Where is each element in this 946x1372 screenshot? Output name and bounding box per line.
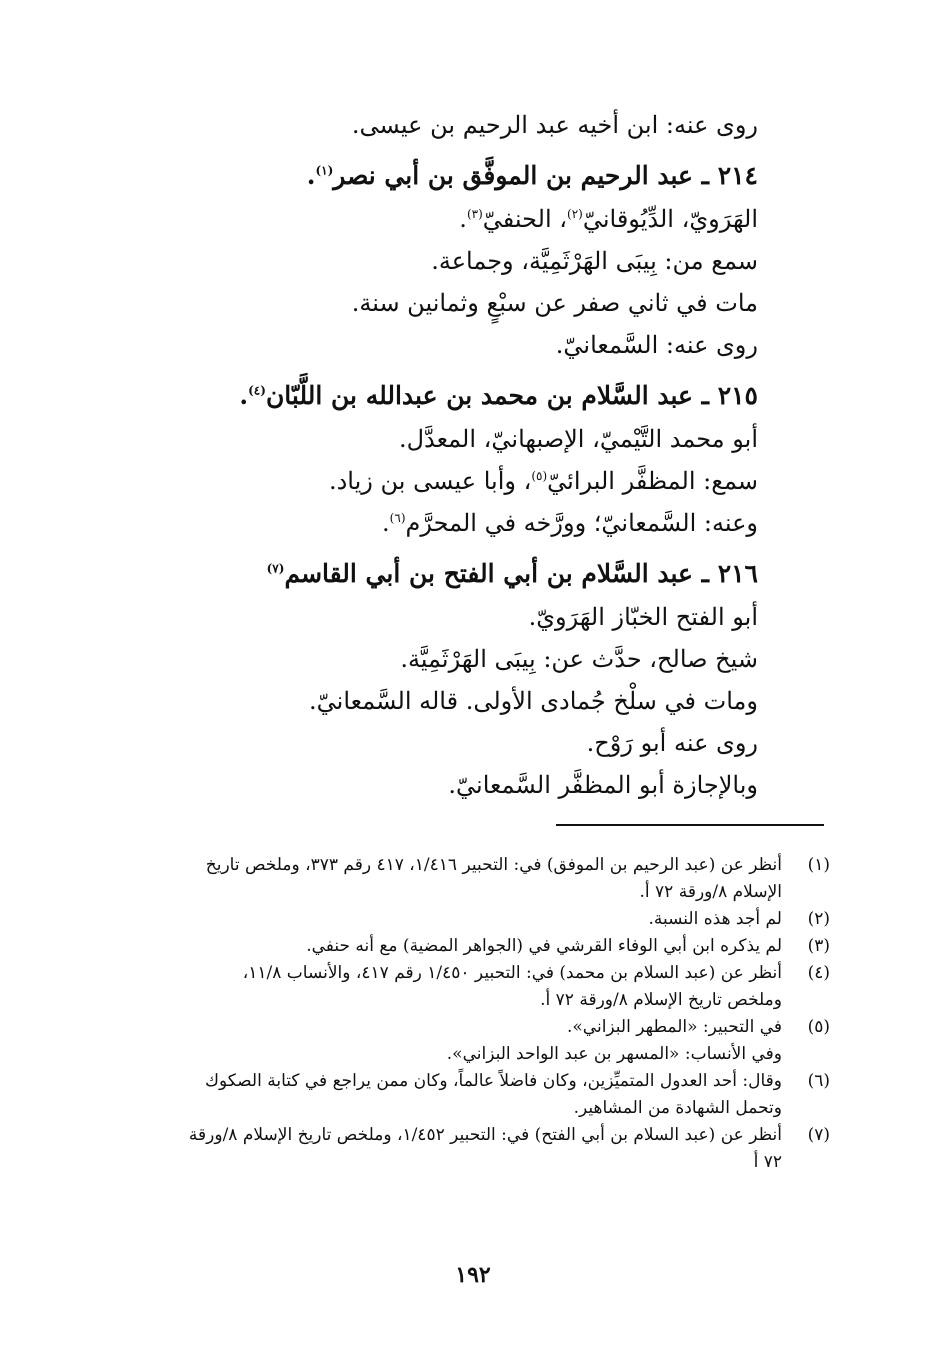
- footnote-text: الإسلام ٨/ورقة ٧٢ أ.: [639, 882, 782, 902]
- footnote-text: لم يذكره ابن أبي الوفاء القرشي في (الجواهر المضية) مع أنه حنفي.: [306, 936, 782, 956]
- text-line: وبالإجازة أبو المظفَّر السَّمعانيّ.: [448, 771, 758, 799]
- footnote-text: لم أجد هذه النسبة.: [648, 909, 782, 929]
- footnote-ref[interactable]: (٧): [266, 561, 285, 576]
- footnote: [100, 852, 830, 906]
- text-line: سمع: المظفَّر البرائيّ$^{(٥)}$، وأبا عيسى بن زياد.: [328, 467, 758, 495]
- entry-heading-216: ٢١٦ ـ عبد السَّلام بن أبي الفتح بن أبي القاسم$^{(٧)}$: [266, 559, 758, 588]
- footnote-divider: [556, 824, 824, 826]
- footnote-text: ٧٢ أ: [753, 1152, 782, 1172]
- footnote-text: أنظر عن (عبد السلام بن محمد) في: التحبير ١/٤٥٠ رقم ٤١٧، والأنساب ١١/٨،: [242, 963, 782, 983]
- footnote-text: وقال: أحد العدول المتميِّزين، وكان فاضلاً عالماً، وكان ممن يراجع في كتابة الصكوك: [205, 1071, 782, 1091]
- text-line: وعنه: السَّمعانيّ؛ وورَّخه في المحرَّم$^{(٦)}$.: [382, 509, 758, 537]
- footnote-text: في التحبير: «المطهر البزاني».: [566, 1017, 782, 1037]
- text-line: أبو الفتح الخبّاز الهَرَويّ.: [528, 603, 758, 631]
- footnote-ref[interactable]: (١): [315, 163, 334, 178]
- entry-heading-214: ٢١٤ ـ عبد الرحيم بن الموفَّق بن أبي نصر$^{(١)}$.: [306, 161, 758, 190]
- text-line: روى عنه: السَّمعانيّ.: [555, 331, 758, 359]
- footnote: [100, 906, 830, 933]
- footnote: [100, 960, 830, 1014]
- text-line: سمع من: بِيبَى الهَرْثَمِيَّة، وجماعة.: [431, 247, 758, 275]
- footnote-ref[interactable]: (٢): [567, 207, 583, 221]
- footnote-number: (٤): [807, 963, 830, 983]
- text-line: أبو محمد التَّيْميّ، الإصبهانيّ، المعدَّل.: [398, 425, 758, 453]
- footnote-number: (٢): [807, 909, 830, 929]
- footnote: [100, 933, 830, 960]
- footnote-text: أنظر عن (عبد السلام بن أبي الفتح) في: التحبير ١/٤٥٢، وملخص تاريخ الإسلام ٨/ورقة: [188, 1125, 782, 1145]
- text-line: مات في ثاني صفر عن سبْعٍ وثمانين سنة.: [351, 289, 758, 317]
- footnote: [100, 1122, 830, 1176]
- footnote-text: أنظر عن (عبد الرحيم بن الموفق) في: التحبير ١/٤١٦، ٤١٧ رقم ٣٧٣، وملخص تاريخ: [205, 855, 782, 875]
- text-line: شيخ صالح، حدَّث عن: بِيبَى الهَرْثَمِيَّة.: [400, 645, 758, 673]
- footnote: [100, 1014, 830, 1068]
- entry-heading-215: ٢١٥ ـ عبد السَّلام بن محمد بن عبدالله بن اللَّبّان$^{(٤)}$.: [239, 381, 758, 410]
- footnote-ref[interactable]: (٦): [389, 511, 406, 525]
- footnote-number: (٦): [807, 1071, 830, 1091]
- footnote-text: وملخص تاريخ الإسلام ٨/ورقة ٧٢ أ.: [540, 990, 782, 1010]
- footnote-text: وفي الأنساب: «المسهر بن عبد الواحد البزاني».: [446, 1044, 782, 1064]
- footnote-ref[interactable]: (٤): [248, 383, 266, 398]
- text-line: ومات في سلْخ جُمادى الأولى. قاله السَّمعانيّ.: [309, 687, 758, 715]
- footnote-number: (١): [807, 855, 830, 875]
- text-line: الهَرَويّ، الدِّيُوقانيّ$^{(٢)}$، الحنفيّ$^{(٣)}$.: [459, 205, 758, 233]
- text-line: روى عنه: ابن أخيه عبد الرحيم بن عيسى.: [351, 111, 758, 139]
- footnote-number: (٣): [807, 936, 830, 956]
- text-line: روى عنه أبو رَوْح.: [586, 729, 758, 757]
- footnote-ref[interactable]: (٥): [531, 469, 548, 483]
- footnote-number: (٥): [807, 1017, 830, 1037]
- footnote-text: وتحمل الشهادة من المشاهير.: [573, 1098, 782, 1118]
- footnote: [100, 1068, 830, 1122]
- footnotes: [100, 852, 830, 1176]
- page-number: ١٩٢: [455, 1262, 491, 1288]
- footnote-number: (٧): [807, 1125, 830, 1145]
- main-text: [178, 104, 758, 806]
- footnote-ref[interactable]: (٣): [466, 207, 483, 221]
